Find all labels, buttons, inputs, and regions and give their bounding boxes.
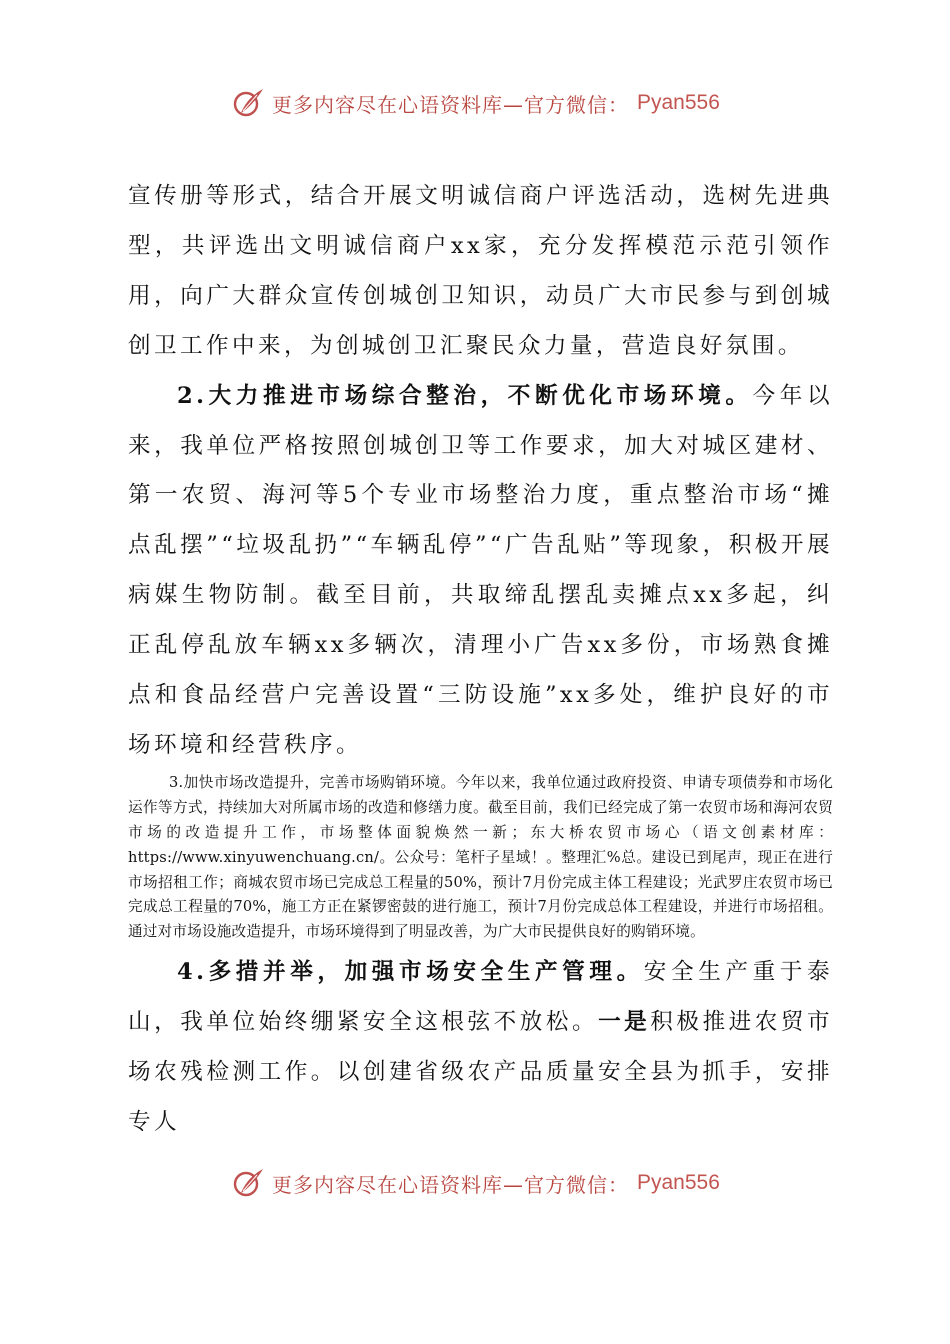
paragraph-4-text: 安全生产重于泰山，我单位始终绷紧安全这根弦不放松。 [128, 959, 833, 1036]
watermark-account: Pyan556 [637, 91, 720, 114]
paragraph-4-heading: 4.多措并举，加强市场安全生产管理。 [177, 959, 644, 986]
watermark-account: Pyan556 [637, 1171, 720, 1194]
paragraph-2-heading: 2.大力推进市场综合整治，不断优化市场环境。 [177, 382, 753, 409]
paragraph-2 [128, 372, 833, 771]
paragraph-3: 3.加快市场改造提升，完善市场购销环境。今年以来，我单位通过政府投资、申请专项债券和市场化运作等方式，持续加大对所属市场的改造和修缮力度。截至目前，我们已经完成了第一农贸市场和海河农贸市场的改造提升工作，市场整体面貌焕然一新；东大桥农贸市场心（语文创素材库：https://www.xinyuwenchuang.cn/。公众号：笔杆子星域！。整理汇%总。建设已到尾声，现正在进行市场招租工作；商城农贸市场已完成总工程量的50%，预计7月份完成主体工程建设；光武罗庄农贸市场已完成总工程量的70%，施工方正在紧锣密鼓的进行施工，预计7月份完成总体工程建设，并进行市场招租。通过对市场设施改造提升，市场环境得到了明显改善，为广大市民提供良好的购销环境。 [128, 773, 833, 941]
watermark-text: 更多内容尽在心语资料库—官方微信： [272, 92, 629, 117]
document-body [128, 172, 833, 1148]
paragraph-4-emphasis: 一是 [598, 1009, 651, 1036]
paragraph-2-text: 今年以来，我单位严格按照创城创卫等工作要求，加大对城区建材、第一农贸、海河等5个专业市场整治力度，重点整治市场“摊点乱摆”“垃圾乱扔”“车辆乱停”“广告乱贴”等现象，积极开展病媒生物防制。截至目前，共取缔乱摆乱卖摊点xx多起，纠正乱停乱放车辆xx多辆次，清理小广告xx多份，市场熟食摊点和食品经营户完善设置“三防设施”xx多处，维护良好的市场环境和经营秩序。 [128, 382, 834, 758]
watermark-header [232, 83, 720, 123]
paragraph-1: 宣传册等形式，结合开展文明诚信商户评选活动，选树先进典型，共评选出文明诚信商户xx家，充分发挥模范示范引领作用，向广大群众宣传创城创卫知识，动员广大市民参与到创城创卫工作中来，为创城创卫汇聚民众力量，营造良好氛围。 [128, 183, 833, 359]
paragraph-4 [128, 948, 833, 1148]
paragraph-4-text-continued: 积极推进农贸市场农残检测工作。以创建省级农产品质量安全县为抓手，安排专人 [128, 1009, 833, 1135]
quill-pen-logo-icon [232, 1166, 266, 1200]
quill-pen-logo-icon [232, 86, 266, 120]
watermark-text: 更多内容尽在心语资料库—官方微信： [272, 1172, 629, 1197]
watermark-footer [232, 1163, 720, 1203]
